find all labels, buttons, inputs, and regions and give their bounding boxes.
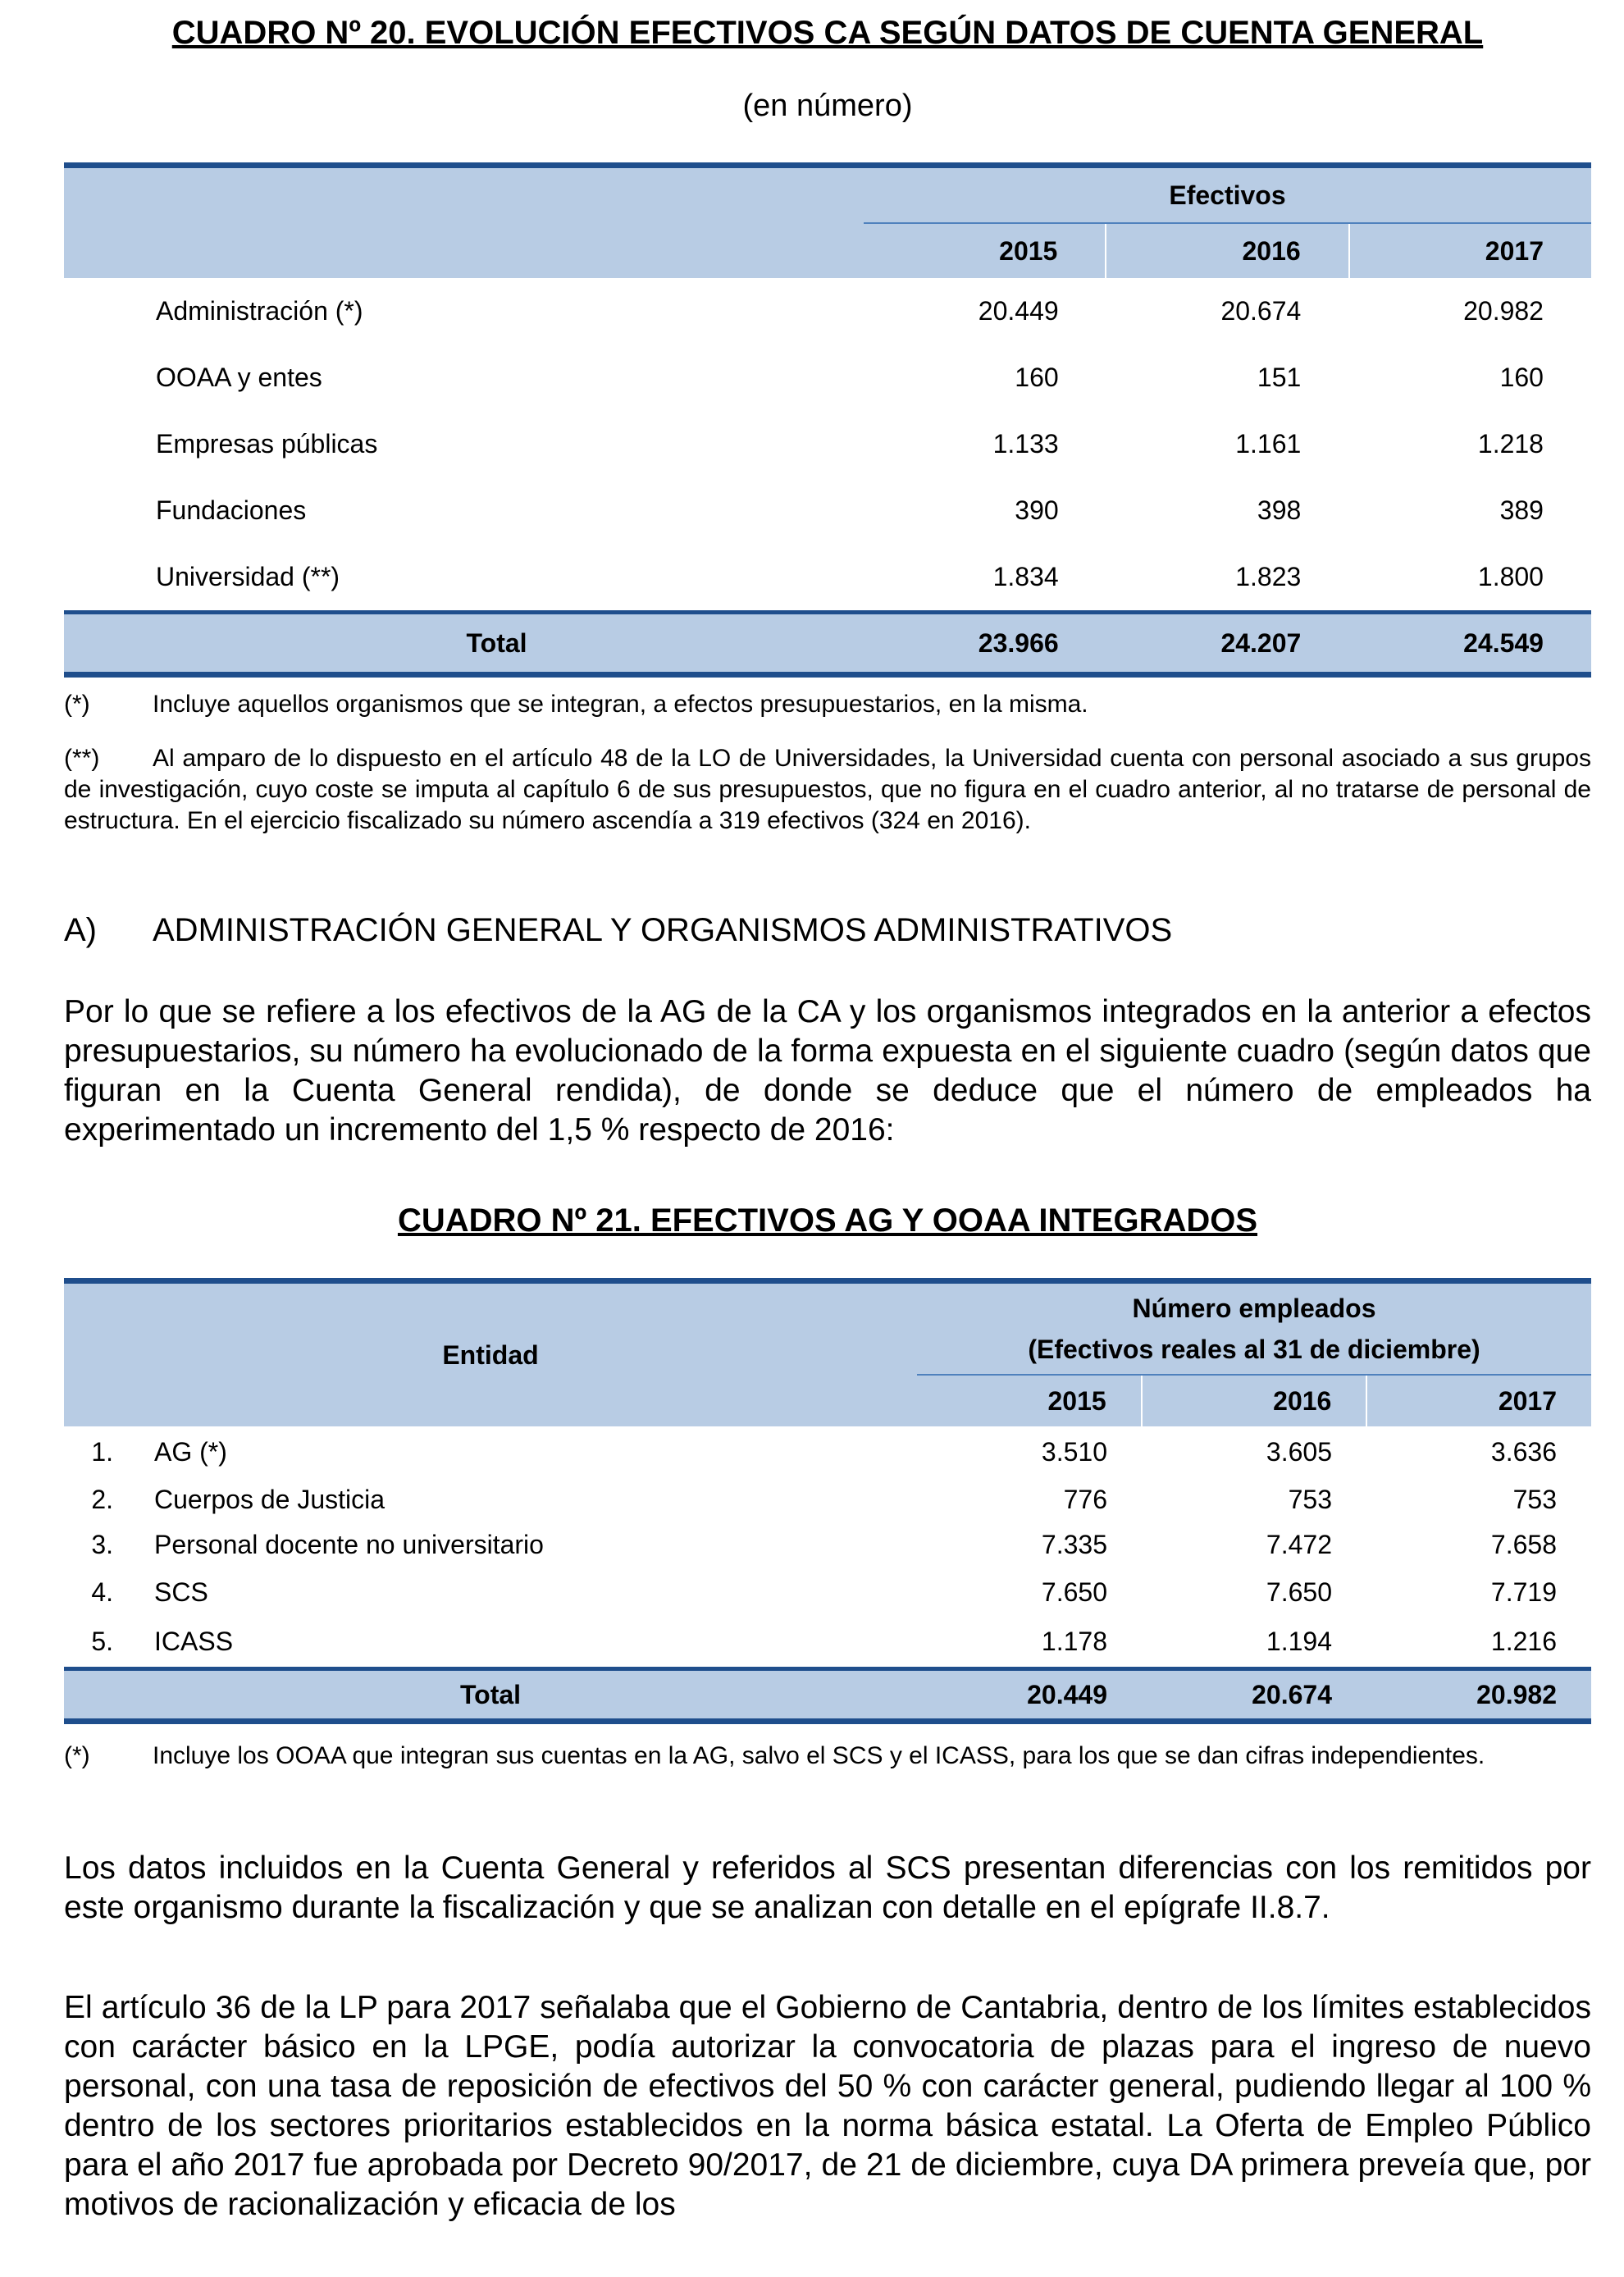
row-label: SCS <box>154 1577 208 1607</box>
table-top-rule <box>64 162 1591 168</box>
table-row <box>64 544 1591 610</box>
cell-value: 7.650 <box>1266 1577 1332 1607</box>
note-text: Incluye aquellos organismos que se integran, a efectos presupuestarios, en la misma. <box>153 691 1088 718</box>
row-label: Personal docente no universitario <box>154 1529 544 1559</box>
paragraph-1: Por lo que se refiere a los efectivos de la AG de la CA y los organismos integrados en la anterior a efectos presupuestarios, su número ha evolucionado de la forma expuesta en el siguiente cuadro (según datos que figuran en la Cuenta General rendida), de donde se deduce que el número de empleados ha experimentado un incremento del 1,5 % respecto de 2016: <box>64 994 1591 1148</box>
table-row <box>64 1478 1591 1521</box>
cuadro20-title: CUADRO Nº 20. EVOLUCIÓN EFECTIVOS CA SEGÚN DATOS DE CUENTA GENERAL <box>171 15 1484 51</box>
cell-value: 753 <box>1288 1484 1332 1514</box>
note-text: Al amparo de lo dispuesto en el artículo 48 de la LO de Universidades, la Universidad cuenta con personal asociado a sus grupos de investigación, cuyo coste se imputa al capítulo 6 de sus presupuestos, que no figura en el cuadro anterior, al no tratarse de personal de estructura. En el ejercicio fiscalizado su número ascendía a 319 efectivos (324 en 2016). <box>64 745 1591 834</box>
total-label: Total <box>459 1679 522 1709</box>
total-value: 20.982 <box>1476 1679 1557 1709</box>
cell-value: 1.178 <box>1041 1626 1107 1656</box>
cell-value: 3.605 <box>1266 1437 1332 1467</box>
section-title: ADMINISTRACIÓN GENERAL Y ORGANISMOS ADMINISTRATIVOS <box>153 912 1173 948</box>
cell-value: 3.636 <box>1490 1437 1557 1467</box>
row-label: AG (*) <box>154 1437 227 1467</box>
section-mark: A) <box>64 912 97 948</box>
cell-value: 1.823 <box>1235 562 1302 591</box>
row-label: Cuerpos de Justicia <box>154 1484 385 1514</box>
year-header: 2016 <box>1105 224 1348 278</box>
total-row <box>64 614 1591 672</box>
paragraph-3: El artículo 36 de la LP para 2017 señalaba que el Gobierno de Cantabria, dentro de los límites establecidos con carácter básico en la LPGE, podía autorizar la convocatoria de plazas para el ingreso de nuevo personal, con una tasa de reposición de efectivos del 50 % con carácter general, pudiendo llegar al 100 % dentro de los sectores prioritarios establecidos en la norma básica estatal. La Oferta de Empleo Público para el año 2017 fue aprobada por Decreto 90/2017, de 21 de diciembre, cuya DA primera preveía que, por motivos de racionalización y eficacia de los <box>64 1990 1591 2222</box>
table-row <box>64 345 1591 411</box>
cell-value: 1.218 <box>1477 429 1544 459</box>
row-label: OOAA y entes <box>156 363 322 392</box>
total-row <box>64 1671 1591 1718</box>
group-header-line-2: (Efectivos reales al 31 de diciembre) <box>1028 1335 1480 1364</box>
row-number: 1. <box>91 1437 113 1467</box>
total-value: 24.207 <box>1220 627 1302 658</box>
row-label: Fundaciones <box>156 495 307 525</box>
row-number: 4. <box>91 1577 113 1607</box>
row-number: 2. <box>91 1484 113 1514</box>
table-row <box>64 1568 1591 1616</box>
cell-value: 7.650 <box>1041 1577 1107 1607</box>
cell-value: 20.449 <box>978 296 1059 326</box>
year-header: 2017 <box>1348 224 1591 278</box>
cell-value: 1.133 <box>992 429 1059 459</box>
cell-value: 1.194 <box>1266 1626 1332 1656</box>
table-row <box>64 411 1591 477</box>
total-value: 23.966 <box>978 627 1059 658</box>
group-header-line-1: Número empleados <box>1132 1294 1376 1323</box>
year-header: 2015 <box>999 235 1058 266</box>
cell-value: 7.472 <box>1266 1529 1332 1559</box>
note-mark: (**) <box>64 745 100 772</box>
cell-value: 1.216 <box>1490 1626 1557 1656</box>
cell-value: 753 <box>1512 1484 1557 1514</box>
cell-value: 776 <box>1063 1484 1107 1514</box>
paragraph-2: Los datos incluidos en la Cuenta General y referidos al SCS presentan diferencias con los remitidos por este organismo durante la fiscalización y que se analizan con detalle en el epígrafe II.8.7. <box>64 1850 1591 1925</box>
cell-value: 7.658 <box>1490 1529 1557 1559</box>
year-header: 2015 <box>1047 1385 1106 1416</box>
row-label: ICASS <box>154 1626 234 1656</box>
cell-value: 151 <box>1257 363 1302 392</box>
cuadro20-note-1 <box>64 689 1591 720</box>
table-top-rule <box>64 1278 1591 1284</box>
table-row <box>64 1521 1591 1568</box>
cuadro20-table <box>64 162 1591 678</box>
year-header: 2016 <box>1141 1376 1366 1426</box>
total-value: 24.549 <box>1463 627 1544 658</box>
group-header <box>917 1284 1591 1374</box>
year-headers <box>864 224 1591 278</box>
table-header <box>64 168 1591 278</box>
row-label: Administración (*) <box>156 296 363 326</box>
row-label: Empresas públicas <box>156 429 378 459</box>
cuadro21-table <box>64 1278 1591 1724</box>
cell-value: 160 <box>1015 363 1059 392</box>
cell-value: 1.161 <box>1235 429 1302 459</box>
note-text: Incluye los OOAA que integran sus cuentas en la AG, salvo el SCS y el ICASS, para los que se dan cifras independientes. <box>153 1742 1485 1769</box>
total-value: 20.674 <box>1252 1679 1332 1709</box>
year-header: 2017 <box>1366 1376 1591 1426</box>
cell-value: 160 <box>1499 363 1544 392</box>
cuadro21-title: CUADRO Nº 21. EFECTIVOS AG Y OOAA INTEGRADOS <box>397 1202 1258 1239</box>
table-row <box>64 477 1591 544</box>
entity-header: Entidad <box>442 1339 539 1370</box>
row-label: Universidad (**) <box>156 562 340 591</box>
group-header: Efectivos <box>1169 180 1286 210</box>
cell-value: 3.510 <box>1041 1437 1107 1467</box>
cell-value: 20.674 <box>1220 296 1302 326</box>
total-value: 20.449 <box>1027 1679 1107 1709</box>
cell-value: 7.335 <box>1041 1529 1107 1559</box>
table-row <box>64 1616 1591 1667</box>
section-heading <box>64 912 1172 949</box>
note-mark: (*) <box>64 1742 90 1769</box>
total-label: Total <box>466 627 527 658</box>
table-bottom-rule <box>64 672 1591 678</box>
cell-value: 398 <box>1257 495 1302 525</box>
cell-value: 7.719 <box>1490 1577 1557 1607</box>
table-header <box>64 1284 1591 1426</box>
row-number: 5. <box>91 1626 113 1656</box>
cell-value: 20.982 <box>1463 296 1544 326</box>
table-row <box>64 278 1591 345</box>
year-headers <box>917 1376 1591 1426</box>
cuadro21-note-1 <box>64 1741 1591 1772</box>
cell-value: 389 <box>1499 495 1544 525</box>
cuadro20-note-2 <box>64 743 1591 837</box>
cell-value: 1.834 <box>992 562 1059 591</box>
cell-value: 390 <box>1015 495 1059 525</box>
row-number: 3. <box>91 1529 113 1559</box>
table-bottom-rule <box>64 1718 1591 1724</box>
cuadro20-subtitle: (en número) <box>742 89 913 123</box>
table-row <box>64 1426 1591 1478</box>
cell-value: 1.800 <box>1477 562 1544 591</box>
note-mark: (*) <box>64 691 90 718</box>
